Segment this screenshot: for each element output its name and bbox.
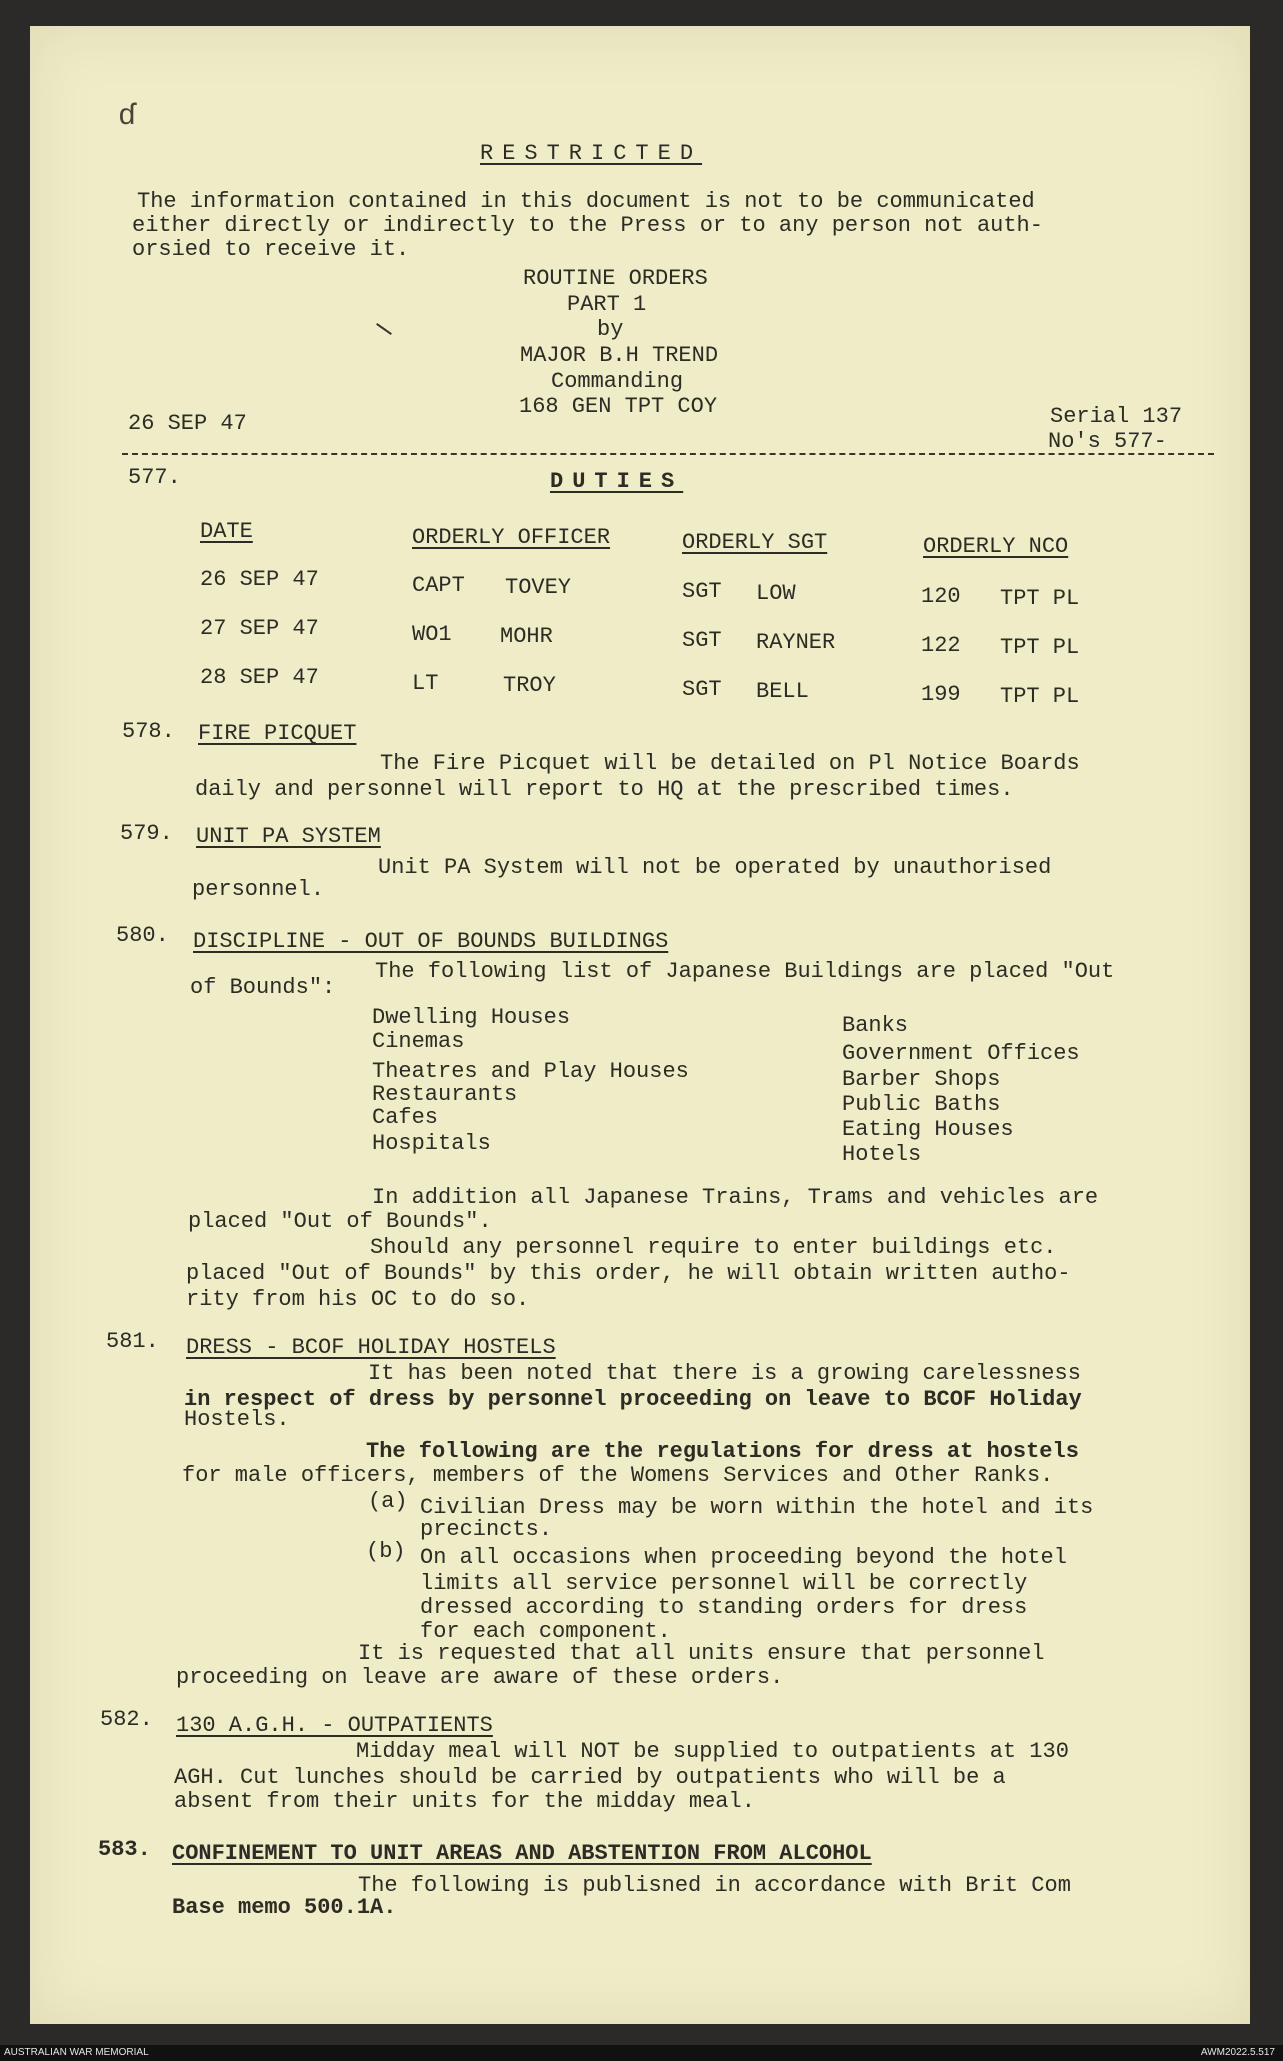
- col-date: DATE: [200, 519, 253, 544]
- list-item: Public Baths: [842, 1092, 1001, 1117]
- title-part: PART 1: [567, 292, 647, 317]
- item-581-sub-b-line-2: limits all service personnel will be correctly: [420, 1571, 1028, 1596]
- row-nco-number: 199: [921, 682, 961, 707]
- item-581-sub-b-label: (b): [366, 1539, 406, 1564]
- item-581-sub-b-line-4: for each component.: [420, 1619, 671, 1644]
- row-nco-unit: TPT PL: [1000, 635, 1080, 660]
- row-nco-unit: TPT PL: [1000, 586, 1080, 611]
- list-item: Theatres and Play Houses: [372, 1059, 689, 1084]
- title-commanding: Commanding: [551, 369, 684, 394]
- item-578-line-1: The Fire Picquet will be detailed on Pl Notice Boards: [380, 751, 1080, 776]
- row-officer-name: MOHR: [500, 624, 553, 649]
- item-581-sub-b-line-3: dressed according to standing orders for dress: [420, 1595, 1028, 1620]
- row-officer-rank: WO1: [412, 622, 452, 647]
- notice-line-2: either directly or indirectly to the Press or to any person not auth-: [132, 213, 1043, 238]
- item-578-line-2: daily and personnel will report to HQ at the prescribed times.: [195, 777, 1014, 802]
- list-item: Banks: [842, 1013, 909, 1038]
- item-579-line-1: Unit PA System will not be operated by unauthorised: [378, 855, 1052, 880]
- item-578-heading: FIRE PICQUET: [198, 721, 357, 746]
- row-nco-number: 120: [921, 584, 961, 609]
- row-date: 28 SEP 47: [200, 665, 319, 690]
- col-orderly-officer: ORDERLY OFFICER: [412, 525, 611, 550]
- list-item: Hospitals: [372, 1131, 491, 1156]
- item-582-line-2: AGH. Cut lunches should be carried by outpatients who will be a: [174, 1765, 1006, 1790]
- item-581-line-3: Hostels.: [184, 1407, 290, 1432]
- paper-mark: ɗ: [118, 100, 137, 134]
- item-580-heading: DISCIPLINE - OUT OF BOUNDS BUILDINGS: [193, 929, 669, 954]
- list-item: Cafes: [372, 1105, 439, 1130]
- row-sgt-rank: SGT: [682, 579, 722, 604]
- item-581-para3-line-2: proceeding on leave are aware of these orders.: [176, 1665, 784, 1690]
- duties-heading: DUTIES: [550, 469, 684, 494]
- row-officer-name: TOVEY: [505, 575, 572, 600]
- footer-accession-number: AWM2022.5.517: [1200, 2047, 1275, 2058]
- list-item: Dwelling Houses: [372, 1005, 571, 1030]
- item-582-number: 582.: [100, 1707, 153, 1732]
- item-582-line-1: Midday meal will NOT be supplied to outpatients at 130: [356, 1739, 1069, 1764]
- item-583-heading: CONFINEMENT TO UNIT AREAS AND ABSTENTION FROM ALCOHOL: [172, 1841, 872, 1866]
- row-nco-unit: TPT PL: [1000, 684, 1080, 709]
- item-582-heading: 130 A.G.H. - OUTPATIENTS: [176, 1713, 493, 1738]
- item-580-line-1: The following list of Japanese Buildings are placed "Out: [375, 959, 1115, 984]
- item-581-sub-b-line-1: On all occasions when proceeding beyond the hotel: [420, 1545, 1067, 1570]
- item-581-heading: DRESS - BCOF HOLIDAY HOSTELS: [186, 1335, 556, 1360]
- item-581-number: 581.: [106, 1329, 159, 1354]
- title-unit: 168 GEN TPT COY: [519, 394, 718, 419]
- item-581-line-1: It has been noted that there is a growing carelessness: [368, 1361, 1081, 1386]
- list-item: Government Offices: [842, 1041, 1080, 1066]
- item-580-number: 580.: [116, 923, 169, 948]
- item-581-sub-a-label: (a): [368, 1489, 408, 1514]
- item-580-para3-line-1: Should any personnel require to enter buildings etc.: [370, 1235, 1057, 1260]
- title-commander: MAJOR B.H TREND: [520, 343, 719, 368]
- col-orderly-sgt: ORDERLY SGT: [682, 530, 828, 555]
- footer-institution: AUSTRALIAN WAR MEMORIAL: [4, 2047, 149, 2058]
- row-officer-name: TROY: [503, 673, 556, 698]
- order-numbers: No's 577-: [1048, 429, 1167, 454]
- item-579-line-2: personnel.: [192, 877, 325, 902]
- list-item: Restaurants: [372, 1082, 518, 1107]
- row-officer-rank: CAPT: [412, 573, 465, 598]
- item-580-para3-line-2: placed "Out of Bounds" by this order, he will obtain written autho-: [186, 1261, 1071, 1286]
- item-581-para2-line-2: for male officers, members of the Womens Services and Other Ranks.: [182, 1463, 1054, 1488]
- item-581-line-2: in respect of dress by personnel proceeding on leave to BCOF Holiday: [184, 1387, 1082, 1412]
- row-sgt-rank: SGT: [682, 628, 722, 653]
- item-583-line-1: The following is publisned in accordance with Brit Com: [358, 1873, 1071, 1898]
- item-581-sub-a-line-1: Civilian Dress may be worn within the hotel and its: [420, 1495, 1094, 1520]
- col-orderly-nco: ORDERLY NCO: [923, 534, 1069, 559]
- item-581-para3-line-1: It is requested that all units ensure that personnel: [358, 1641, 1045, 1666]
- list-item: Hotels: [842, 1142, 922, 1167]
- row-date: 27 SEP 47: [200, 616, 319, 641]
- row-date: 26 SEP 47: [200, 567, 319, 592]
- title-routine-orders: ROUTINE ORDERS: [523, 266, 708, 291]
- archive-footer: [0, 2045, 1283, 2061]
- item-581-sub-a-line-2: precincts.: [420, 1517, 553, 1542]
- classification-heading: RESTRICTED: [480, 141, 703, 166]
- item-581-para2-line-1: The following are the regulations for dress at hostels: [366, 1439, 1079, 1464]
- notice-line-1: The information contained in this document is not to be communicated: [137, 189, 1035, 214]
- item-578-number: 578.: [122, 719, 175, 744]
- list-item: Eating Houses: [842, 1117, 1014, 1142]
- list-item: Cinemas: [372, 1029, 465, 1054]
- item-583-number: 583.: [98, 1837, 151, 1862]
- row-sgt-name: RAYNER: [756, 630, 836, 655]
- row-sgt-name: LOW: [756, 581, 796, 606]
- row-officer-rank: LT: [412, 671, 439, 696]
- item-583-line-2: Base memo 500.1A.: [172, 1895, 397, 1920]
- title-by: by: [597, 317, 624, 342]
- item-580-line-2: of Bounds":: [190, 975, 336, 1000]
- row-nco-number: 122: [921, 633, 961, 658]
- row-sgt-name: BELL: [756, 679, 809, 704]
- item-579-heading: UNIT PA SYSTEM: [196, 824, 381, 849]
- notice-line-3: orsied to receive it.: [132, 237, 410, 262]
- order-date: 26 SEP 47: [128, 411, 247, 436]
- serial-number: Serial 137: [1050, 404, 1183, 429]
- list-item: Barber Shops: [842, 1067, 1001, 1092]
- item-579-number: 579.: [120, 821, 173, 846]
- row-sgt-rank: SGT: [682, 677, 722, 702]
- item-582-line-3: absent from their units for the midday meal.: [174, 1789, 755, 1814]
- item-577-number: 577.: [128, 465, 181, 490]
- item-580-para2-line-2: placed "Out of Bounds".: [188, 1209, 492, 1234]
- item-580-para3-line-3: rity from his OC to do so.: [186, 1287, 530, 1312]
- item-580-para2-line-1: In addition all Japanese Trains, Trams and vehicles are: [372, 1185, 1099, 1210]
- header-divider: [122, 453, 1214, 455]
